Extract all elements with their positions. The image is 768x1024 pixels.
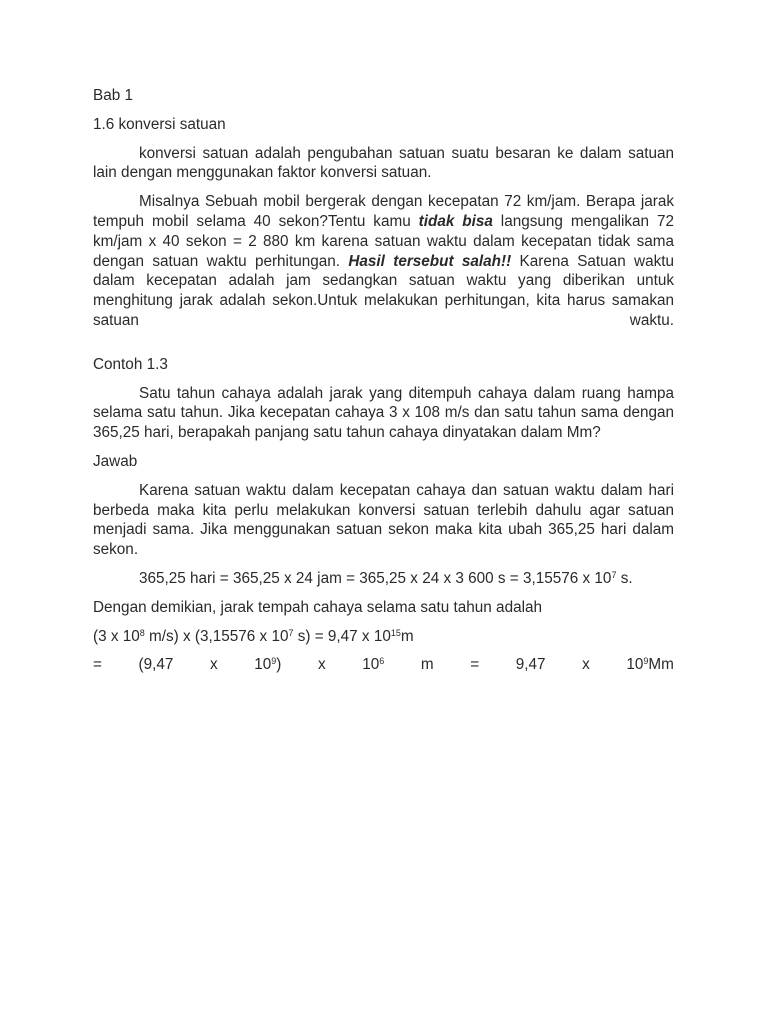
answer-paragraph: Karena satuan waktu dalam kecepatan cahaya dan satuan waktu dalam hari berbeda maka kita perlu melakukan konversi satuan terlebih dahulu agar satuan menjadi sama. Jika menggunakan satuan sekon maka kita ubah 365,25 hari dalam sekon. — [93, 481, 674, 559]
calc2-text-a: (3 x 10 — [93, 627, 140, 645]
calc3-equals-2: = — [470, 656, 480, 674]
conclusion-text: Dengan demikian, jarak tempah cahaya selama satu tahun adalah — [93, 598, 542, 616]
example-paragraph — [93, 192, 674, 331]
p2-emphasis-tidak-bisa: tidak bisa — [418, 212, 493, 230]
calc3-times-2: x — [317, 656, 326, 674]
calc3-power-1 — [254, 655, 281, 675]
calc3-exp-2: 6 — [379, 656, 385, 667]
calc3-base-1: 10 — [254, 656, 272, 674]
calc3-times-1: x — [210, 656, 218, 674]
calc3-base-2: 10 — [362, 656, 380, 674]
calc3-unit-mm: Mm — [648, 656, 674, 674]
calc3-exp-1: 9 — [271, 656, 277, 667]
calc3-times-3: x — [582, 656, 590, 674]
document-page — [93, 86, 674, 675]
p2-emphasis-hasil-salah: Hasil tersebut salah!! — [348, 252, 512, 270]
calc3-term-1: (9,47 — [138, 656, 174, 674]
calc3-power-2 — [362, 655, 384, 675]
definition-paragraph: konversi satuan adalah pengubahan satuan suatu besaran ke dalam satuan lain dengan menggunakan faktor konversi satuan. — [93, 144, 674, 182]
calc3-term-2: 9,47 — [515, 656, 546, 674]
calculation-megameter — [93, 655, 674, 675]
answer-label: Jawab — [93, 452, 138, 470]
calculation-distance — [93, 627, 674, 647]
calc3-equals-1: = — [93, 656, 102, 674]
calc2-text-d: m — [400, 627, 414, 645]
calc3-exp-3: 9 — [643, 656, 649, 667]
p2-text-c: langsung mengalikan 72 km/jam x 40 sekon = 2 880 km karena satuan waktu dalam kecepatan tidak sama dengan satuan waktu perhitungan. — [93, 212, 674, 270]
calc3-base-3: 10 — [626, 656, 644, 674]
calc1-text-a: 365,25 hari = 365,25 x 24 jam = 365,25 x 24 x 3 600 s = 3,15576 x 10 — [139, 569, 612, 587]
section-title: 1.6 konversi satuan — [93, 115, 226, 133]
chapter-title: Bab 1 — [93, 87, 133, 104]
calc2-text-b: m/s) x (3,15576 x 10 — [144, 627, 289, 645]
calc2-exp-1: 8 — [139, 627, 145, 638]
example-question: Satu tahun cahaya adalah jarak yang ditempuh cahaya dalam ruang hampa selama satu tahun. Jika kecepatan cahaya 3 x 108 m/s dan satu tahun sama dengan 365,25 hari, berapakah panjang satu tahun cahaya dinyatakan dalam Mm? — [93, 384, 674, 442]
calc3-unit-m: m — [420, 656, 434, 674]
calc3-paren-close: ) — [276, 656, 282, 674]
calc1-text-b: s. — [616, 569, 633, 587]
calculation-seconds — [93, 569, 674, 589]
calc2-text-c: s) = 9,47 x 10 — [293, 627, 391, 645]
calc3-power-3 — [626, 655, 674, 675]
calc2-exp-2: 7 — [288, 627, 294, 638]
calc1-exponent: 7 — [611, 569, 617, 580]
example-title: Contoh 1.3 — [93, 355, 168, 373]
p2-text-e: Karena Satuan waktu dalam kecepatan adalah jam sedangkan satuan waktu yang diberikan untuk menghitung jarak adalah sekon.Untuk melakukan perhitungan, kita harus samakan satuan waktu. — [93, 252, 674, 329]
p2-text-a: Misalnya Sebuah mobil bergerak dengan kecepatan 72 km/jam. Berapa jarak tempuh mobil selama 40 sekon?Tentu kamu — [93, 193, 674, 230]
calc2-exp-3: 15 — [390, 627, 401, 638]
